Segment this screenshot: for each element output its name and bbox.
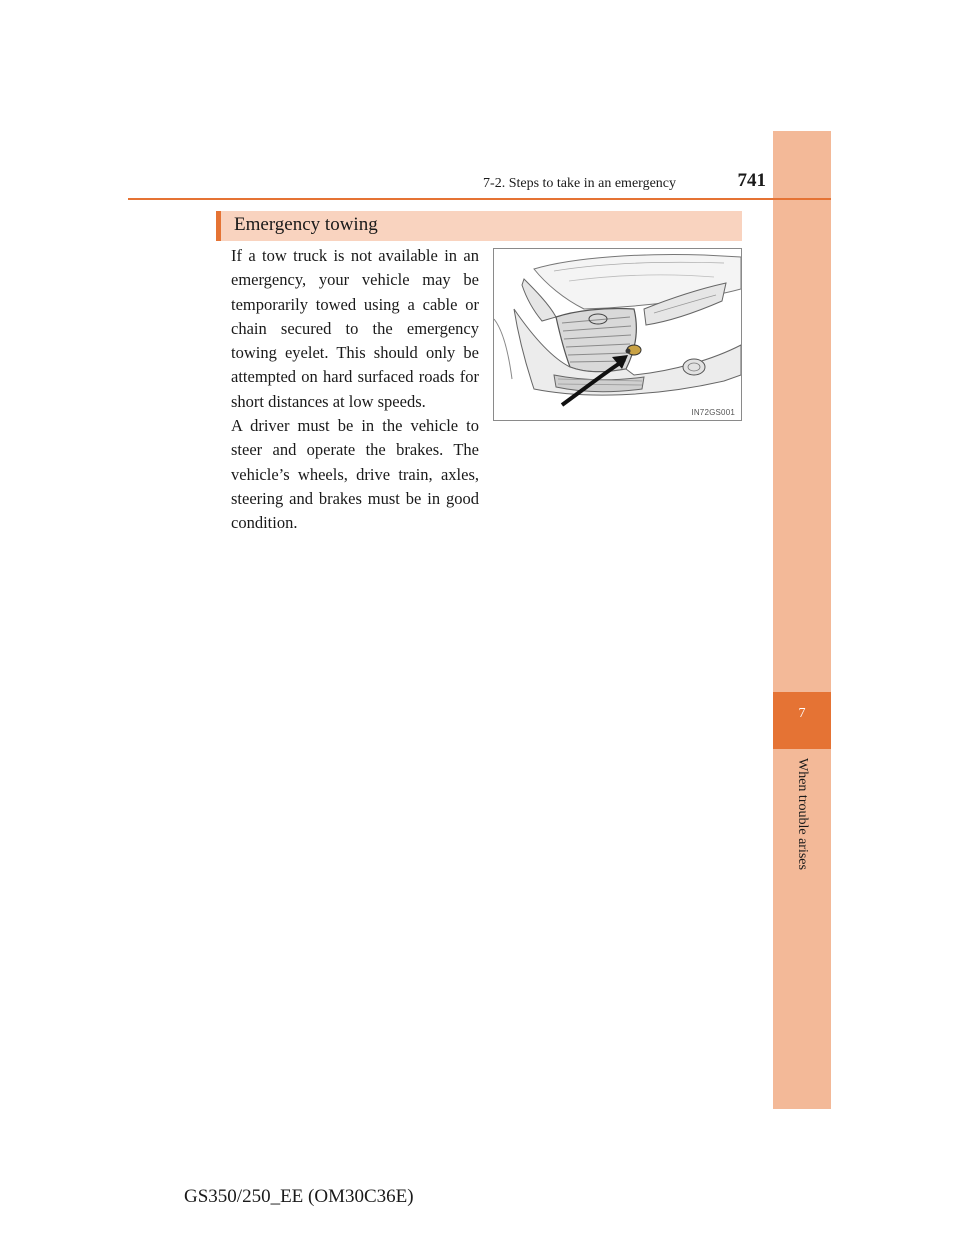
header-section-path: 7-2. Steps to take in an emergency [483,176,676,191]
chapter-side-tab [773,131,831,1109]
header-rule [128,198,831,200]
body-paragraph: A driver must be in the vehicle to steer and operate the brakes. The vehicle’s wheels, drive train, axles, steering and brakes must be in good condition. [231,416,479,533]
chapter-number-tab[interactable] [773,692,831,749]
car-front-illustration [494,249,741,420]
chapter-title-vertical: When trouble arises [795,758,810,870]
section-heading-bar [216,211,742,241]
body-text [231,244,479,536]
chapter-number: 7 [798,706,806,721]
body-paragraph: If a tow truck is not available in an emergency, your vehicle may be temporarily towed using a cable or chain secured to the emergency towing eyelet. This should only be attempted on hard surfaced roads for short distances at low speeds. [231,246,479,411]
page-number: 741 [737,170,766,191]
section-title: Emergency towing [234,214,378,235]
footer-model-code: GS350/250_EE (OM30C36E) [184,1186,414,1207]
figure-code: IN72GS001 [691,408,735,417]
towing-eyelet-figure [493,248,742,421]
